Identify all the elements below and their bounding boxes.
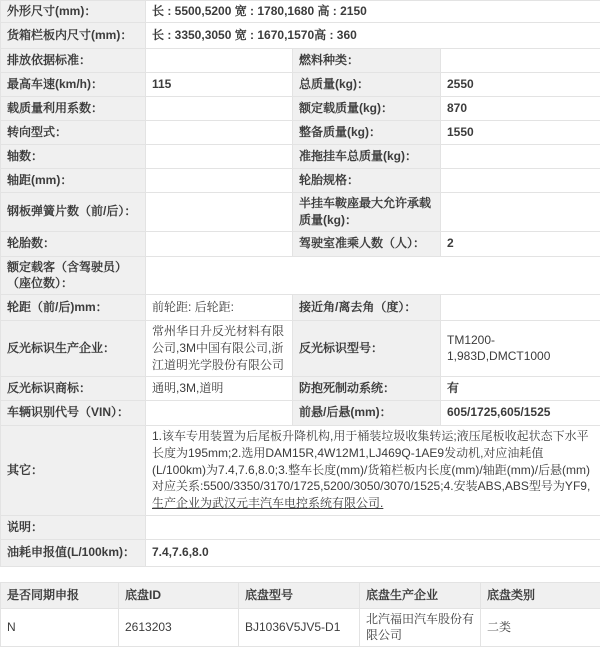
value-reflective-marking-manufacturer: 常州华日升反光材料有限公司,3M中国有限公司,浙江道明光学股份有限公司 <box>146 321 293 376</box>
value-remarks <box>146 515 600 539</box>
label-axle-count: 轴数： <box>1 145 146 169</box>
value-abs-system: 有 <box>441 376 600 400</box>
chassis-table <box>0 582 600 647</box>
value-track-width: 前轮距: 后轮距: <box>146 295 293 321</box>
value-rated-load-mass: 870 <box>441 97 600 121</box>
spec-row-tirecount-cabseats <box>1 231 600 256</box>
label-front-rear-overhang: 前悬/后悬(mm)： <box>293 400 441 425</box>
spec-row-wheelbase-tires <box>1 169 600 193</box>
value-approach-departure-angle <box>441 295 600 321</box>
value-trailer-total-mass <box>441 145 600 169</box>
label-other: 其它： <box>1 425 146 515</box>
label-reflective-marking-brand: 反光标识商标： <box>1 376 146 400</box>
label-saddle-max-load: 半挂车鞍座最大允许承载质量(kg)： <box>293 193 441 232</box>
value-rated-passengers <box>146 256 600 295</box>
spec-row-overall-dimensions <box>1 1 600 23</box>
label-emission-standard: 排放依据标准： <box>1 49 146 73</box>
label-approach-departure-angle: 接近角/离去角（度）： <box>293 295 441 321</box>
cell-chassis-model: BJ1036V5JV5-D1 <box>239 608 360 647</box>
label-rated-passengers: 额定载客（含驾驶员）（座位数）： <box>1 256 146 295</box>
spec-row-remarks <box>1 515 600 539</box>
label-tire-spec: 轮胎规格： <box>293 169 441 193</box>
value-emission-standard <box>146 49 293 73</box>
label-declared-fuel-consumption: 油耗申报值(L/100km)： <box>1 539 146 566</box>
value-max-speed: 115 <box>146 73 293 97</box>
value-vin <box>146 400 293 425</box>
header-chassis-model: 底盘型号 <box>239 582 360 608</box>
value-declared-fuel-consumption: 7.4,7.6,8.0 <box>146 539 600 566</box>
value-wheelbase <box>146 169 293 193</box>
label-cargo-inner-dimensions: 货箱栏板内尺寸(mm)： <box>1 23 146 49</box>
other-text: 1.该车专用装置为后尾板升降机构,用于桶装垃圾收集转运;液压尾板收起状态下水平长度为195mm;2.选用DAM15R,4W12M1,LJ469Q-1AE9发动机,对应油耗值(L/100km)为7.4,7.6,8.0;3.整车长度(mm)/货箱栏板内长度(mm)/轴距(mm)/后悬(mm)对应关系:5500/3350/3170/1725,5200/3050/3070/1525;4.安装ABS,ABS型号为YF9, <box>152 429 590 493</box>
spec-row-vin-overhang <box>1 400 600 425</box>
spec-row-emission-fuel <box>1 49 600 73</box>
spec-row-other <box>1 425 600 515</box>
value-reflective-marking-model: TM1200-1,983D,DMCT1000 <box>441 321 600 376</box>
label-overall-dimensions: 外形尺寸(mm)： <box>1 1 146 23</box>
header-chassis-id: 底盘ID <box>119 582 239 608</box>
label-abs-system: 防抱死制动系统： <box>293 376 441 400</box>
header-concurrent-declaration: 是否同期申报 <box>1 582 119 608</box>
other-text-underlined: 生产企业为武汉元丰汽车电控系统有限公司. <box>152 496 383 510</box>
label-curb-mass: 整备质量(kg)： <box>293 121 441 145</box>
label-track-width: 轮距（前/后)mm： <box>1 295 146 321</box>
spec-row-springs-saddle <box>1 193 600 232</box>
cell-chassis-id: 2613203 <box>119 608 239 647</box>
label-mass-utilization-factor: 载质量利用系数： <box>1 97 146 121</box>
value-overall-dimensions: 长 : 5500,5200 宽 : 1780,1680 高 : 2150 <box>146 1 600 23</box>
value-total-mass: 2550 <box>441 73 600 97</box>
cell-chassis-manufacturer: 北汽福田汽车股份有限公司 <box>360 608 481 647</box>
label-trailer-total-mass: 准拖挂车总质量(kg)： <box>293 145 441 169</box>
label-total-mass: 总质量(kg)： <box>293 73 441 97</box>
spec-row-reflective-brand-abs <box>1 376 600 400</box>
value-saddle-max-load <box>441 193 600 232</box>
value-steering-type <box>146 121 293 145</box>
spec-row-fuel-consumption <box>1 539 600 566</box>
label-remarks: 说明： <box>1 515 146 539</box>
value-reflective-marking-brand: 通明,3M,道明 <box>146 376 293 400</box>
spec-row-track-approach <box>1 295 600 321</box>
label-tire-count: 轮胎数： <box>1 231 146 256</box>
header-chassis-category: 底盘类别 <box>481 582 600 608</box>
value-cargo-inner-dimensions: 长 : 3350,3050 宽 : 1670,1570高 : 360 <box>146 23 600 49</box>
spec-row-rated-passengers <box>1 256 600 295</box>
header-chassis-manufacturer: 底盘生产企业 <box>360 582 481 608</box>
value-cab-passenger-count: 2 <box>441 231 600 256</box>
label-wheelbase: 轴距(mm)： <box>1 169 146 193</box>
value-other <box>146 425 600 515</box>
value-front-rear-overhang: 605/1725,605/1525 <box>441 400 600 425</box>
value-curb-mass: 1550 <box>441 121 600 145</box>
cell-concurrent-declaration: N <box>1 608 119 647</box>
spec-row-speed-mass <box>1 73 600 97</box>
spec-row-cargo-inner-dimensions <box>1 23 600 49</box>
value-tire-count <box>146 231 293 256</box>
spec-row-steering-curb-mass <box>1 121 600 145</box>
value-leaf-spring-count <box>146 193 293 232</box>
spec-row-axles-trailer-mass <box>1 145 600 169</box>
label-reflective-marking-manufacturer: 反光标识生产企业： <box>1 321 146 376</box>
label-rated-load-mass: 额定载质量(kg)： <box>293 97 441 121</box>
label-max-speed: 最高车速(km/h)： <box>1 73 146 97</box>
label-cab-passenger-count: 驾驶室准乘人数（人）： <box>293 231 441 256</box>
spec-row-utilization-rated-load <box>1 97 600 121</box>
value-tire-spec <box>441 169 600 193</box>
cell-chassis-category: 二类 <box>481 608 600 647</box>
chassis-header-row <box>1 582 600 608</box>
chassis-data-row <box>1 608 600 647</box>
label-vin: 车辆识别代号（VIN）： <box>1 400 146 425</box>
label-fuel-type: 燃料种类： <box>293 49 441 73</box>
spec-row-reflective-maker-model <box>1 321 600 376</box>
value-axle-count <box>146 145 293 169</box>
label-leaf-spring-count: 钢板弹簧片数（前/后）： <box>1 193 146 232</box>
label-steering-type: 转向型式： <box>1 121 146 145</box>
value-fuel-type <box>441 49 600 73</box>
value-mass-utilization-factor <box>146 97 293 121</box>
label-reflective-marking-model: 反光标识型号： <box>293 321 441 376</box>
